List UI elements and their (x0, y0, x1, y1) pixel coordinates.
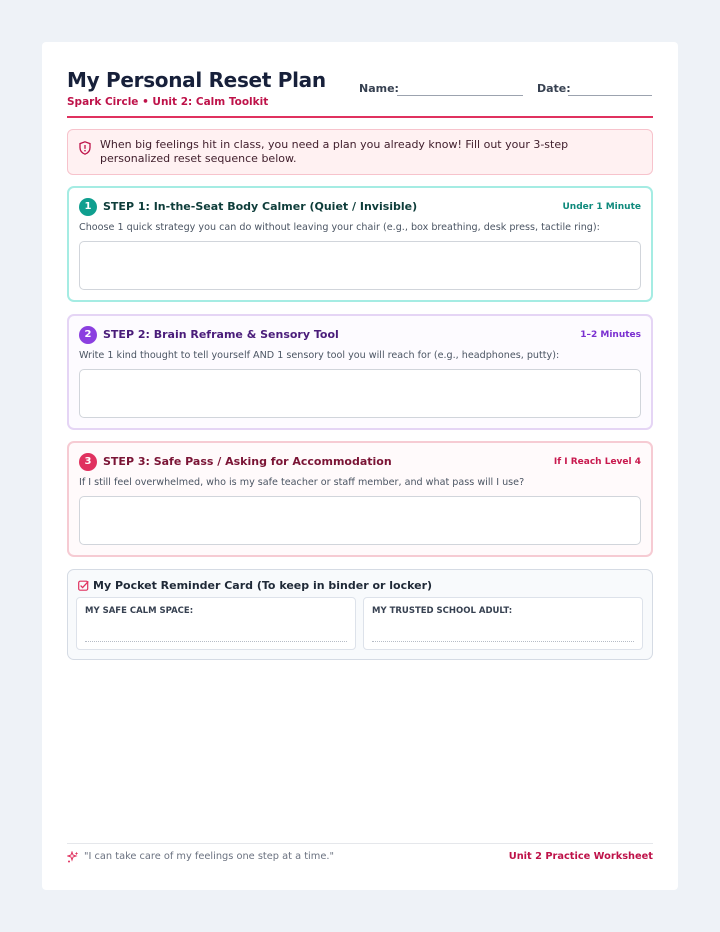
date-label: Date: (537, 82, 571, 95)
step-number-badge: 1 (79, 198, 97, 216)
step-2-answer-box[interactable] (79, 369, 641, 418)
worksheet-page (42, 42, 678, 890)
step-number-badge: 2 (79, 326, 97, 344)
sparkle-icon (67, 851, 79, 863)
step-1-card (67, 186, 653, 302)
slot-label: MY TRUSTED SCHOOL ADULT: (372, 606, 513, 616)
step-prompt: Write 1 kind thought to tell yourself AND 1 sensory tool you will reach for (e.g., headphones, putty): (79, 350, 560, 361)
shield-alert-icon (79, 141, 91, 155)
worksheet-header (67, 68, 653, 118)
step-timing: Under 1 Minute (562, 202, 641, 212)
slot-label: MY SAFE CALM SPACE: (85, 606, 194, 616)
footer-divider (67, 843, 653, 844)
safe-calm-space-slot (76, 597, 356, 650)
step-title: STEP 1: In-the-Seat Body Calmer (Quiet / Invisible) (103, 200, 418, 213)
step-prompt: If I still feel overwhelmed, who is my safe teacher or staff member, and what pass will I use? (79, 477, 525, 488)
safe-calm-space-field[interactable] (85, 641, 347, 642)
page-subtitle: Spark Circle • Unit 2: Calm Toolkit (67, 96, 269, 108)
trusted-adult-field[interactable] (372, 641, 634, 642)
checkbox-icon (78, 580, 89, 591)
trusted-adult-slot (363, 597, 643, 650)
step-prompt: Choose 1 quick strategy you can do without leaving your chair (e.g., box breathing, desk press, tactile ring): (79, 222, 600, 233)
step-title: STEP 2: Brain Reframe & Sensory Tool (103, 328, 339, 341)
date-field[interactable] (568, 95, 652, 96)
footer-quote: "I can take care of my feelings one step at a time." (84, 851, 334, 862)
step-timing: 1–2 Minutes (580, 330, 641, 340)
footer-label: Unit 2 Practice Worksheet (508, 851, 653, 862)
step-title: STEP 3: Safe Pass / Asking for Accommodation (103, 455, 392, 468)
step-1-answer-box[interactable] (79, 241, 641, 290)
name-label: Name: (359, 82, 399, 95)
step-3-card (67, 441, 653, 557)
page-title: My Personal Reset Plan (67, 68, 326, 92)
reminder-title: My Pocket Reminder Card (To keep in binder or locker) (93, 579, 433, 592)
alert-text: When big feelings hit in class, you need a plan you already know! Fill out your 3-step personalized reset sequence below. (100, 138, 569, 165)
step-timing: If I Reach Level 4 (553, 457, 641, 467)
pocket-reminder-card (67, 569, 653, 660)
header-divider (67, 116, 653, 118)
step-2-card (67, 314, 653, 430)
intro-alert (67, 129, 653, 175)
step-3-answer-box[interactable] (79, 496, 641, 545)
step-number-badge: 3 (79, 453, 97, 471)
name-field[interactable] (397, 95, 523, 96)
